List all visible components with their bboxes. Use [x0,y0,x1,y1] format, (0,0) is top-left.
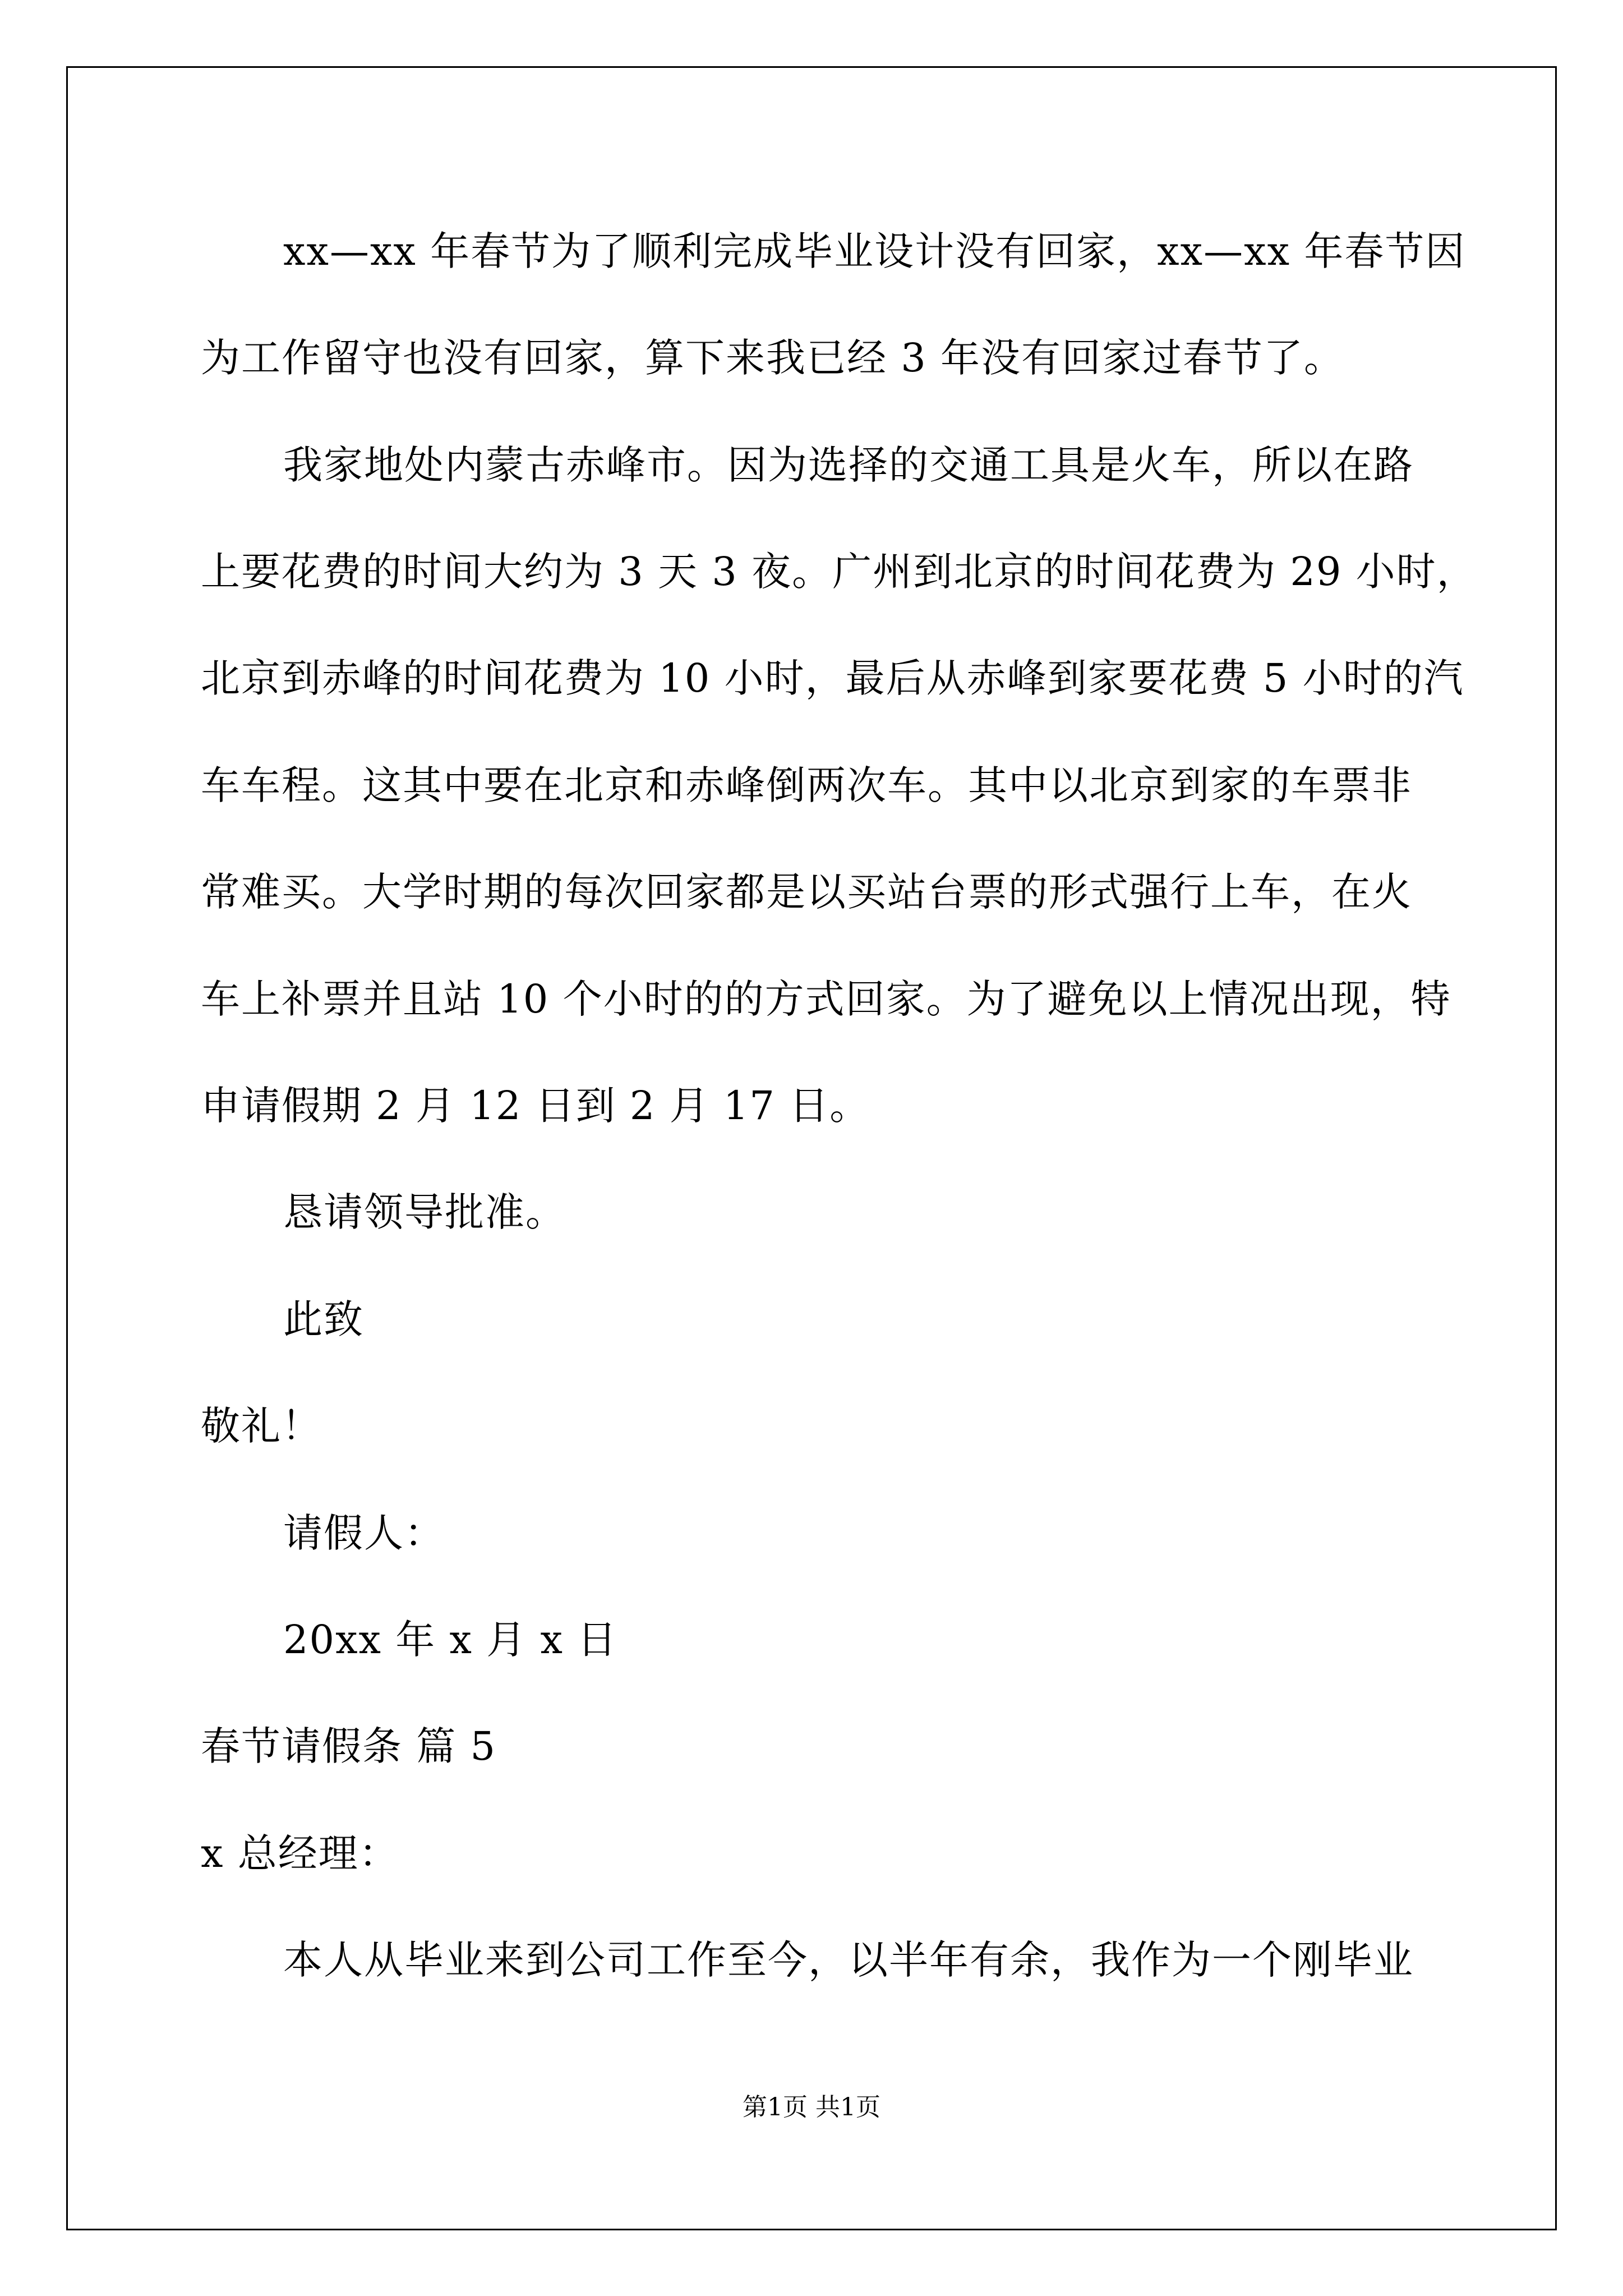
paragraph-line: 申请假期 2 月 12 日到 2 月 17 日。 [201,1083,870,1129]
paragraph-line: 我家地处内蒙古赤峰市。因为选择的交通工具是火车，所以在路 [283,442,1414,488]
date-line: 20xx 年 x 月 x 日 [283,1617,618,1663]
page-border [66,66,1557,2230]
paragraph-line: 车上补票并且站 10 个小时的的方式回家。为了避免以上情况出现，特 [201,976,1451,1022]
salutation-ci-zhi: 此致 [283,1296,364,1342]
paragraph-line: 北京到赤峰的时间花费为 10 小时，最后从赤峰到家要花费 5 小时的汽 [201,655,1464,701]
paragraph-line: 本人从毕业来到公司工作至今，以半年有余，我作为一个刚毕业 [283,1937,1414,1983]
paragraph-line: xx—xx 年春节为了顺利完成毕业设计没有回家，xx—xx 年春节因 [283,228,1466,274]
section-heading: 春节请假条 篇 5 [201,1723,497,1769]
closing-request: 恳请领导批准。 [283,1189,566,1235]
paragraph-line: 为工作留守也没有回家，算下来我已经 3 年没有回家过春节了。 [201,335,1345,381]
paragraph-line: 上要花费的时间大约为 3 天 3 夜。广州到北京的时间花费为 29 小时， [201,549,1477,595]
signature-label: 请假人： [283,1510,445,1556]
salutation-jing-li: 敬礼！ [201,1403,322,1449]
paragraph-line: 车车程。这其中要在北京和赤峰倒两次车。其中以北京到家的车票非 [201,762,1412,808]
addressee: x 总经理： [201,1830,399,1876]
paragraph-line: 常难买。大学时期的每次回家都是以买站台票的形式强行上车，在火 [201,869,1412,915]
page-footer: 第1页 共1页 [743,2093,880,2122]
